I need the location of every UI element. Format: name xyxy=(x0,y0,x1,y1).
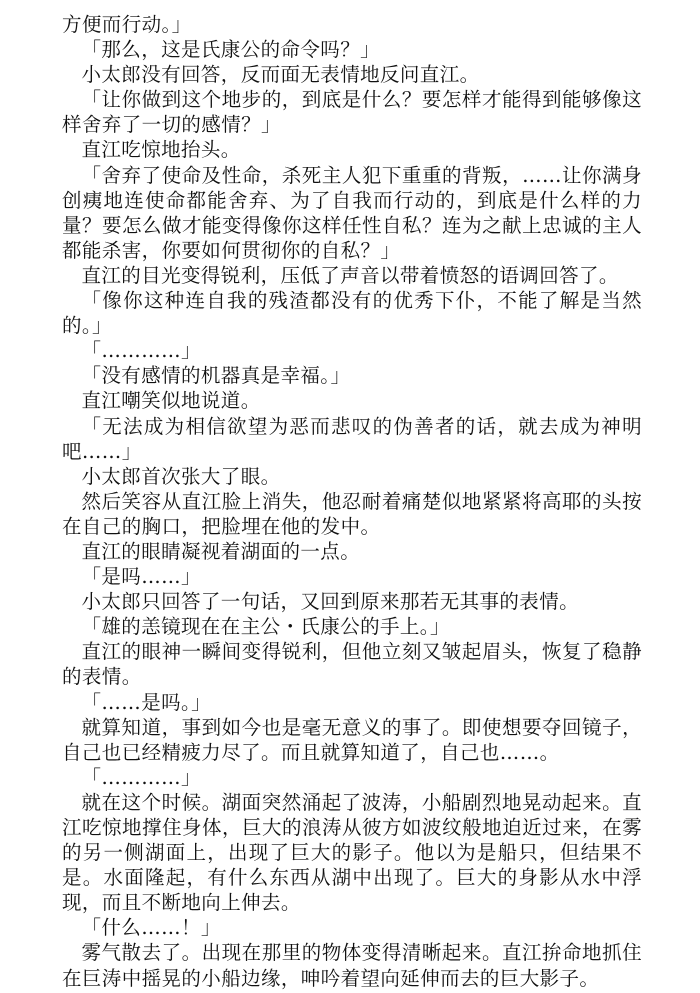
paragraph: 「舍弃了使命及性命，杀死主人犯下重重的背叛，……让你满身创痍地连使命都能舍弃、为了自我而行动的，到底是什么样的力量？要怎么做才能变得像你这样任性自私？连为之献上忠诚的主人都能杀害，你要如何贯彻你的自私？」 xyxy=(62,163,642,262)
paragraph: 「让你做到这个地步的，到底是什么？要怎样才能得到能够像这样舍弃了一切的感情？」 xyxy=(62,88,642,137)
paragraph: 「那么，这是氏康公的命令吗？」 xyxy=(81,38,381,62)
paragraph: 然后笑容从直江脸上消失，他忍耐着痛楚似地紧紧将高耶的头按在自己的胸口，把脸埋在他的发中。 xyxy=(62,489,642,538)
paragraph: 「像你这种连自我的残渣都没有的优秀下仆，不能了解是当然的。」 xyxy=(62,289,642,338)
paragraph: 「什么……！」 xyxy=(81,916,221,940)
paragraph: 「…………」 xyxy=(81,339,201,363)
paragraph: 小太郎只回答了一句话，又回到原来那若无其事的表情。 xyxy=(81,590,580,614)
paragraph: 直江的目光变得锐利，压低了声音以带着愤怒的语调回答了。 xyxy=(81,263,619,287)
body-text xyxy=(62,12,642,991)
paragraph: 小太郎首次张大了眼。 xyxy=(81,464,281,488)
paragraph: 「是吗……」 xyxy=(81,565,201,589)
paragraph: 小太郎没有回答，反而面无表情地反问直江。 xyxy=(81,63,480,87)
paragraph: 雾气散去了。出现在那里的物体变得清晰起来。直江拚命地抓住在巨涛中摇晃的小船边缘，呻吟着望向延伸而去的巨大影子。 xyxy=(62,941,642,990)
paragraph: 「无法成为相信欲望为恶而悲叹的伪善者的话，就去成为神明吧……」 xyxy=(62,414,642,463)
paragraph: 「雄的恙镜现在在主公・氏康公的手上。」 xyxy=(81,615,450,639)
paragraph: 直江嘲笑似地说道。 xyxy=(81,389,261,413)
paragraph: 「没有感情的机器真是幸福。」 xyxy=(81,364,351,388)
paragraph: 就算知道，事到如今也是毫无意义的事了。即使想要夺回镜子，自己也已经精疲力尽了。而且就算知道了，自己也……。 xyxy=(62,715,642,764)
paragraph: 直江的眼睛凝视着湖面的一点。 xyxy=(81,539,361,563)
paragraph: 「…………」 xyxy=(81,765,201,789)
paragraph: 直江的眼神一瞬间变得锐利，但他立刻又皱起眉头，恢复了稳静的表情。 xyxy=(62,640,642,689)
paragraph: 直江吃惊地抬头。 xyxy=(81,138,241,162)
paragraph: 方便而行动。」 xyxy=(62,13,192,36)
paragraph: 就在这个时候。湖面突然涌起了波涛，小船剧烈地晃动起来。直江吃惊地撑住身体，巨大的浪涛从彼方如波纹般地迫近过来，在雾的另一侧湖面上，出现了巨大的影子。他以为是船只，但结果不是。水面隆起，有什么东西从湖中出现了。巨大的身影从水中浮现，而且不断地向上伸去。 xyxy=(62,790,642,915)
paragraph: 「……是吗。」 xyxy=(81,690,212,714)
